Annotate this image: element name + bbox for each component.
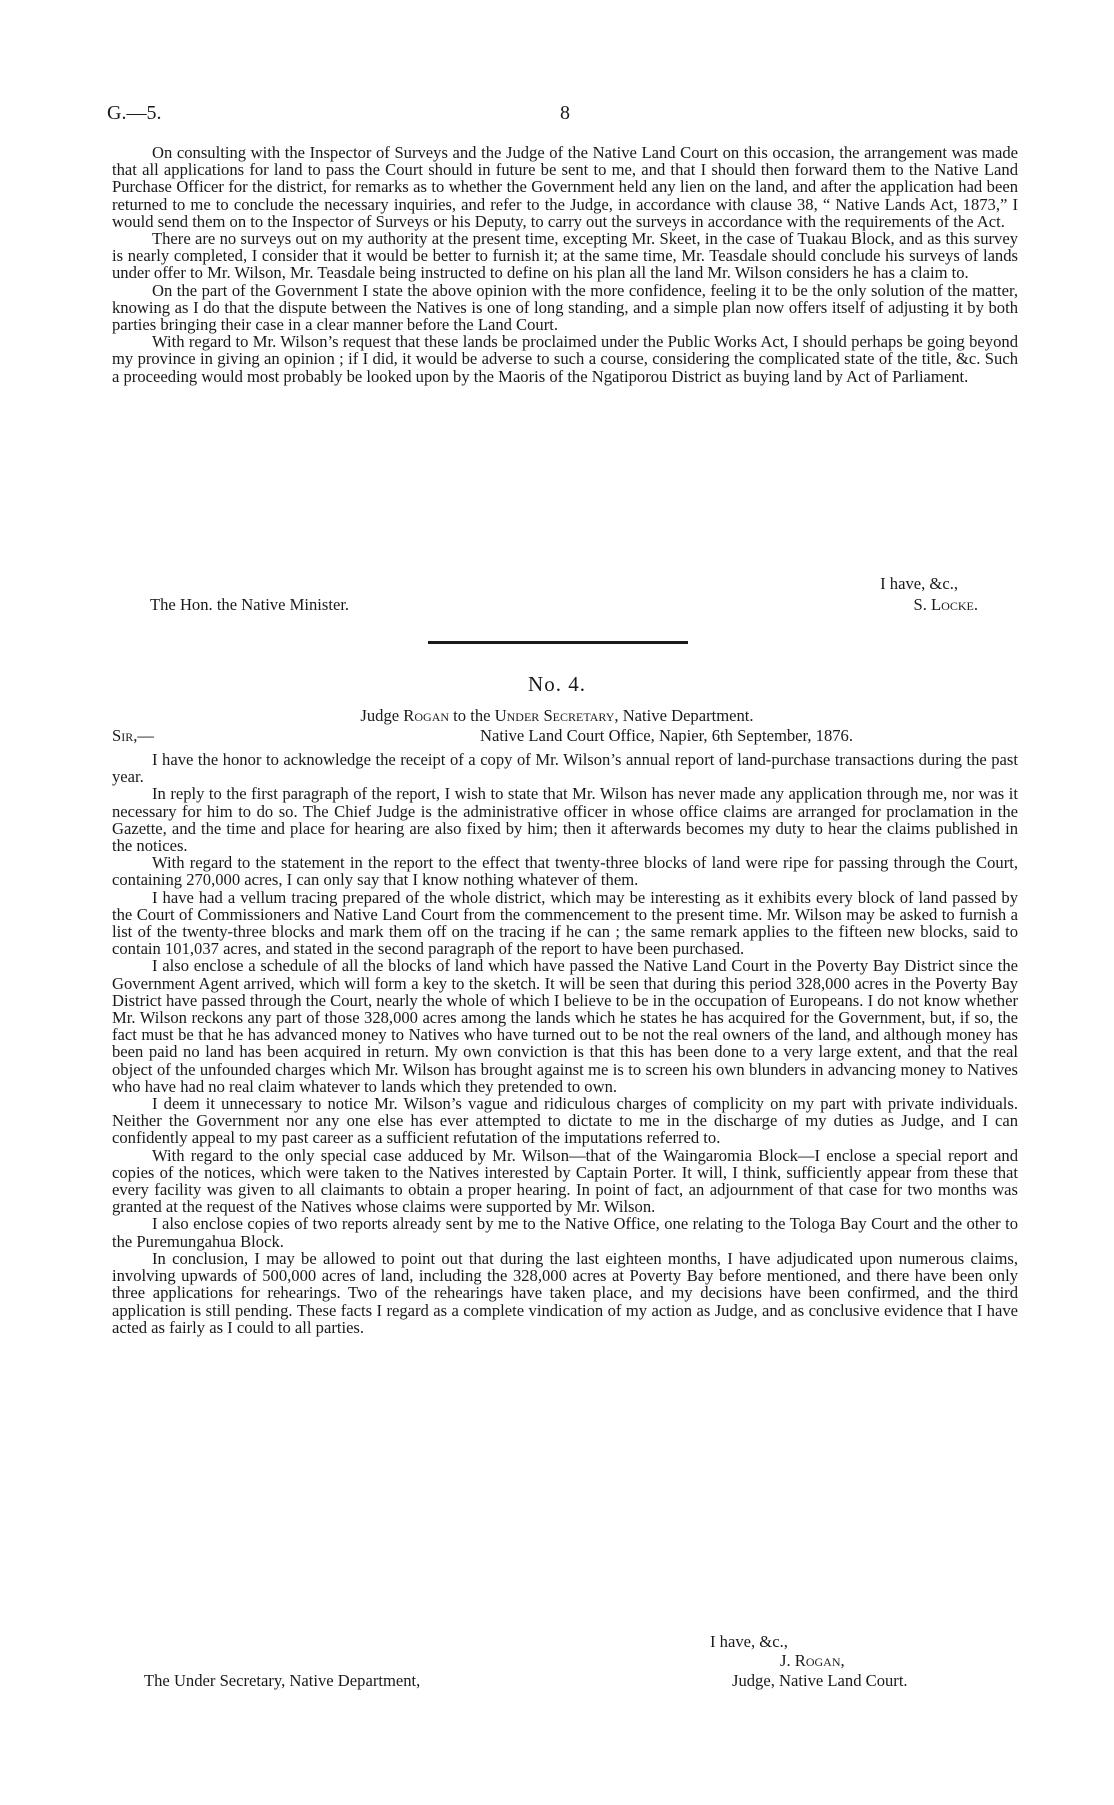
signature: S. Locke. — [913, 595, 978, 614]
paragraph: With regard to Mr. Wilson’s request that these lands be proclaimed under the Public Works Act, I should perhaps be going beyond my province in giving an opinion ; if I did, it would be adverse to such a course, considering the complicated state of the title, &c. Such a proceeding would most probably be looked upon by the Maoris of the Ngatiporou District as buying land by Act of Parliament. — [112, 332, 1018, 386]
paragraph: In reply to the first paragraph of the report, I wish to state that Mr. Wilson has never made any application through me, nor was it necessary for him to do so. The Chief Judge is the administrative officer in whose office claims are arranged for proclamation in the Gazette, and the time and place for hearing are also fixed by him; then it afterwards becomes my duty to hear the claims published in the notices. — [112, 784, 1018, 856]
salutation: Sir,— — [112, 726, 154, 745]
section-divider — [428, 641, 688, 644]
letter-1-body — [112, 144, 1018, 385]
heading-mid: to the — [449, 706, 495, 725]
paragraph: I have had a vellum tracing prepared of the whole district, which may be interesting as it exhibits every block of land passed by the Court of Commissioners and Native Land Court from the commencement to the present time. Mr. Wilson may be asked to furnish a list of the twenty-three blocks and mark them off on the tracing if he can ; the same remark applies to the fifteen new blocks, said to contain 101,037 acres, and stated in the second paragraph of the report to have been purchased. — [112, 887, 1018, 959]
document-reference: G.—5. — [107, 102, 162, 124]
dateline: Native Land Court Office, Napier, 6th September, 1876. — [480, 726, 854, 745]
paragraph: I also enclose copies of two reports already sent by me to the Native Office, one relating to the Tologa Bay Court and the other to the Puremungahua Block. — [112, 1214, 1018, 1251]
heading-post: , Native Department. — [614, 706, 754, 725]
page-header — [107, 102, 1007, 132]
paragraph: I deem it unnecessary to notice Mr. Wilson’s vague and ridiculous charges of complicity on my part with private individuals. Neither the Government nor any one else has ever attempted to dictate to me in the discharge of my duties as Judge, and I can confidently appeal to my past career as a sufficient refutation of the imputations referred to. — [112, 1094, 1018, 1148]
letter-2-heading — [0, 706, 1114, 726]
letter-number: No. 4. — [528, 672, 586, 696]
heading-title: Under Secretary — [494, 706, 615, 725]
paragraph: With regard to the only special case adduced by Mr. Wilson—that of the Waingaromia Block—I enclose a special report and copies of the notices, which were taken to the Natives interested by Captain Porter. It will, I think, sufficiently appear from these that every facility was given to all claimants to obtain a proper hearing. In point of fact, an adjournment of that case for two months was granted at the request of the Natives whose claims were supported by Mr. Wilson. — [112, 1145, 1018, 1217]
addressee: The Under Secretary, Native Department, — [144, 1671, 421, 1690]
addressee: The Hon. the Native Minister. — [150, 595, 350, 614]
page-number: 8 — [560, 102, 570, 124]
heading-pre: Judge — [360, 706, 404, 725]
closing: I have, &c., — [710, 1632, 788, 1651]
paragraph: I have the honor to acknowledge the receipt of a copy of Mr. Wilson’s annual report of land-purchase transactions during the past year. — [112, 750, 1018, 787]
paragraph: With regard to the statement in the report to the effect that twenty-three blocks of land were ripe for passing through the Court, containing 270,000 acres, I can only say that I know nothing whatever of them. — [112, 853, 1018, 890]
signature: J. Rogan, — [780, 1651, 845, 1670]
heading-name: Rogan — [403, 706, 450, 725]
closing: I have, &c., — [880, 574, 958, 593]
paragraph: On consulting with the Inspector of Surveys and the Judge of the Native Land Court on this occasion, the arrangement was made that all applications for land to pass the Court should in future be sent to me, and that I should then forward them to the Native Land Purchase Officer for the district, for remarks as to whether the Government held any lien on the land, and after the application had been returned to me to conclude the necessary inquiries, and refer to the Judge, in accordance with clause 38, “ Native Lands Act, 1873,” I would send them on to the Inspector of Surveys or his Deputy, to carry out the surveys in accordance with the requirements of the Act. — [112, 143, 1018, 231]
letter-2-body — [112, 751, 1018, 1336]
paragraph: In conclusion, I may be allowed to point out that during the last eighteen months, I have adjudicated upon numerous claims, involving upwards of 500,000 acres of land, including the 328,000 acres at Poverty Bay before mentioned, and there have been only three applications for rehearings. Two of the rehearings have taken place, and my decisions have been confirmed, and the third application is still pending. These facts I regard as a complete vindication of my action as Judge, and as conclusive evidence that I have acted as fairly as I could to all parties. — [112, 1248, 1018, 1337]
paragraph: On the part of the Government I state the above opinion with the more confidence, feeling it to be the only solution of the matter, knowing as I do that the dispute between the Natives is one of long standing, and a simple plan now offers itself of adjusting it by both parties bringing their case in a clear manner before the Land Court. — [112, 280, 1018, 335]
paragraph: There are no surveys out on my authority at the present time, excepting Mr. Skeet, in the case of Tuakau Block, and as this survey is nearly completed, I consider that it would be better to furnish it; at the same time, Mr. Teasdale should conclude his surveys of lands under offer to Mr. Wilson, Mr. Teasdale being instructed to define on his plan all the land Mr. Wilson considers he has a claim to. — [112, 229, 1018, 283]
paragraph: I also enclose a schedule of all the blocks of land which have passed the Native Land Court in the Poverty Bay District since the Government Agent arrived, which will form a key to the sketch. It will be seen that during this period 328,000 acres in the Poverty Bay District have passed through the Court, nearly the whole of which I believe to be in the occupation of Europeans. I do not know whether Mr. Wilson reckons any part of those 328,000 acres among the lands which he states he has acquired for the Government, but, if so, the fact must be that he has advanced money to Natives who have turned out to be not the real owners of the land, and although money has been paid no land has been acquired in return. My own conviction is that this has been done to a very large extent, and that the real object of the unfounded charges which Mr. Wilson has brought against me is to screen his own blunders in advancing money to Natives who have had no real claim whatever to lands which they pretended to own. — [112, 956, 1018, 1096]
signatory-title: Judge, Native Land Court. — [732, 1671, 908, 1690]
